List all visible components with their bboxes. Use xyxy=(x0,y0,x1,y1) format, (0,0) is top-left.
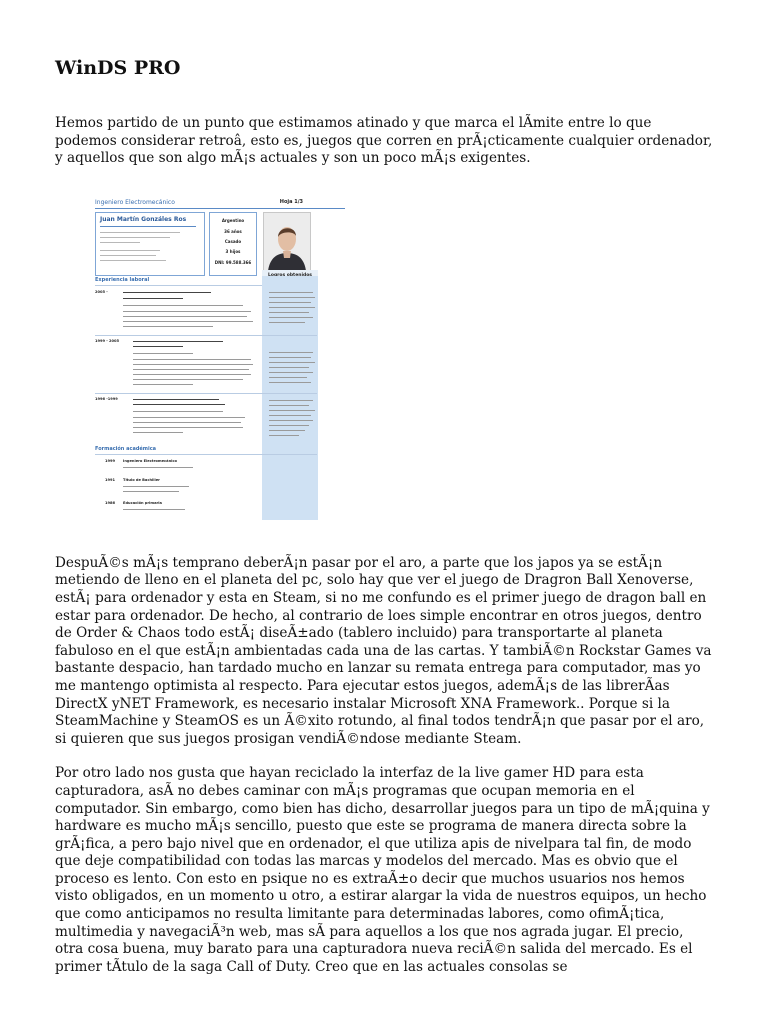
cv-text-line xyxy=(123,321,253,322)
cv-text-line xyxy=(123,316,247,317)
cv-text-line xyxy=(123,311,251,312)
document-page xyxy=(55,55,715,976)
cv-logros-line xyxy=(269,420,313,421)
cv-text-line xyxy=(133,341,223,342)
cv-logros-line xyxy=(269,297,315,298)
cv-address-line xyxy=(100,232,180,233)
cv-text-line xyxy=(123,509,185,510)
cv-logros-line xyxy=(269,307,315,308)
cv-text-line xyxy=(133,374,251,375)
cv-text-line xyxy=(133,411,223,412)
cv-name-box xyxy=(95,212,205,276)
cv-logros-line xyxy=(269,372,313,373)
cv-edu-year: 1991 xyxy=(105,477,116,482)
cv-logros-line xyxy=(269,405,309,406)
cv-entry-rule xyxy=(95,393,317,394)
cv-header-rule xyxy=(95,208,345,209)
cv-logros-line xyxy=(269,410,315,411)
cv-edu-title: Ingeniero Electromecánico xyxy=(123,458,177,463)
cv-logros-line xyxy=(269,352,313,353)
cv-edu-title: Educación primaria xyxy=(123,500,162,505)
cv-info-box xyxy=(209,212,257,276)
cv-text-line xyxy=(133,422,241,423)
cv-edu-year: 1986 xyxy=(105,500,116,505)
cv-phone-line xyxy=(100,250,160,251)
cv-page-label: Hoja 1/3 xyxy=(279,198,303,205)
cv-logros-line xyxy=(269,302,311,303)
cv-text-line xyxy=(133,364,253,365)
body-paragraph-1: DespuÃ©s mÃ¡s temprano deberÃ¡n pasar por el aro, a parte que los japos ya se estÃ¡n metiendo de lleno en el planeta del pc, solo hay que ver el juego de Dragron Ball Xenoverse, estÃ¡ para ordenador y esta en Steam, si no me confundo es el primer juego de dragon ball en estar para ordenador. De hecho, al contrario de loes simple encontrar en otros juegos, dentro de Order & Chaos todo estÃ¡ diseÃ±ado (tablero incluido) para transportarte al planeta fabuloso en el que estÃ¡n ambientadas cada una de las cartas. Y tambiÃ©n Rockstar Games va bastante despacio, han tardado mucho en lanzar su remata entrega para computador, mas yo me mantengo optimista al respecto. Para ejecutar estos juegos, ademÃ¡s de las librerÃas DirectX yNET Framework, es necesario instalar Microsoft XNA Framework.. Porque si la SteamMachine y SteamOS es un Ã©xito rotundo, al final todos tendrÃ¡n que pasar por el aro, si quieren que sus juegos prosigan vendiÃ©ndose mediante Steam. xyxy=(55,554,712,747)
document-title: WinDS PRO xyxy=(55,57,181,79)
cv-text-line xyxy=(133,417,245,418)
cv-text-line xyxy=(133,432,183,433)
cv-logros-line xyxy=(269,357,311,358)
cv-marital: Casado xyxy=(224,238,242,244)
cv-year: 1996 -1999 xyxy=(95,396,118,401)
body-paragraph-2: Por otro lado nos gusta que hayan reciclado la interfaz de la live gamer HD para esta capturadora, asÃ no debes caminar con mÃ¡s programas que ocupan memoria en el computador. Sin embargo, como bien has dicho, desarrollar juegos para un tipo de mÃ¡quina y hardware es mucho mÃ¡s sencillo, puesto que este se programa de manera directa sobre la grÃ¡fica, a pero bajo nivel que en ordenador, el que utiliza apis de nivelpara tal fin, de modo que deje compatibilidad con todas las marcas y modelos del mercado. Mas es obvio que el proceso es lento. Con esto en psique no es extraÃ±o decir que muchos usuarios nos hemos visto obligados, en un momento u otro, a estirar alargar la vida de nuestros equipos, un hecho que como anticipamos no resulta limitante para determinadas labores, como ofimÃ¡tica, multimedia y navegaciÃ³n web, mas sÃ para aquellos a los que nos agrada jugar. El precio, otra cosa buena, muy barato para una capturadora nueva reciÃ©n salida del mercado. Es el primer tÃtulo de la saga Call of Duty. Creo que en las actuales consolas se xyxy=(55,765,710,975)
cv-children: 3 hijos xyxy=(225,248,241,254)
cv-year: 2005 - xyxy=(95,289,108,294)
cv-logros-line xyxy=(269,362,315,363)
cv-text-line xyxy=(123,326,213,327)
cv-text-line xyxy=(133,399,219,400)
cv-name-rule xyxy=(100,226,196,227)
cv-portrait-photo xyxy=(263,212,311,272)
cv-logros-line xyxy=(269,400,313,401)
cv-logros-line xyxy=(269,312,309,313)
cv-name: Juan Martín Gonzáles Ros xyxy=(100,215,187,223)
cv-thumbnail-image xyxy=(87,194,351,522)
cv-logros-line xyxy=(269,425,309,426)
cv-edu-title: Título de Bachiller xyxy=(123,477,160,482)
cv-text-line xyxy=(123,305,243,306)
cv-text-line xyxy=(133,359,251,360)
cv-logros-line xyxy=(269,430,305,431)
cv-text-line xyxy=(123,486,189,487)
cv-section-rule xyxy=(95,454,317,455)
cv-nationality: Argentino xyxy=(221,217,245,223)
cv-entry-rule xyxy=(95,335,317,336)
cv-text-line xyxy=(133,379,243,380)
cv-text-line xyxy=(123,298,183,299)
cv-text-line xyxy=(133,353,193,354)
cv-text-line xyxy=(133,427,243,428)
cv-logros-line xyxy=(269,367,309,368)
cv-logros-line xyxy=(269,435,299,436)
cv-text-line xyxy=(133,404,225,405)
cv-text-line xyxy=(123,491,179,492)
cv-address-line xyxy=(100,242,140,243)
person-icon xyxy=(264,213,310,271)
cv-edu-year: 1999 xyxy=(105,458,116,463)
cv-logros-line xyxy=(269,377,307,378)
cv-text-line xyxy=(123,292,211,293)
cv-header-title: Ingeniero Electromecánico xyxy=(95,198,175,206)
cv-text-line xyxy=(133,346,183,347)
cv-phone-line xyxy=(100,255,156,256)
cv-logros-line xyxy=(269,415,311,416)
cv-email-line xyxy=(100,260,166,261)
cv-text-line xyxy=(133,384,193,385)
cv-section-experience: Experiencia laboral xyxy=(95,276,150,283)
cv-logros-line xyxy=(269,322,305,323)
cv-age: 36 años xyxy=(224,228,242,234)
cv-dni: DNI: 99.588.366 xyxy=(214,259,252,265)
cv-text-line xyxy=(133,369,249,370)
intro-paragraph: Hemos partido de un punto que estimamos atinado y que marca el lÃmite entre lo que podemos considerar retroâ, esto es, juegos que corren en prÃ¡cticamente cualquier ordenador, y aquellos que son algo mÃ¡s actuales y son un poco mÃ¡s exigentes. xyxy=(55,115,713,167)
cv-logros-line xyxy=(269,317,313,318)
cv-logros-line xyxy=(269,382,311,383)
cv-year: 1999 - 2005 xyxy=(95,338,119,343)
cv-section-education: Formación académica xyxy=(95,445,157,452)
cv-text-line xyxy=(123,467,193,468)
cv-logros-line xyxy=(269,292,313,293)
cv-address-line xyxy=(100,237,170,238)
